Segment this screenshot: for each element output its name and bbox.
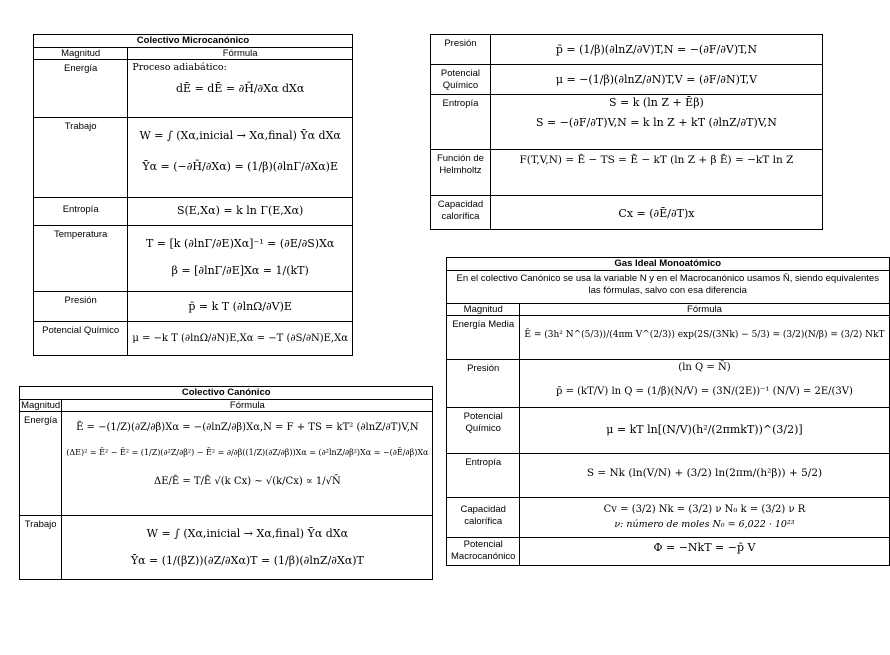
micro-row-presion-formula bbox=[128, 292, 353, 322]
formula-line: T = [k (∂lnΓ/∂E)Xα]⁻¹ = (∂E/∂S)Xα bbox=[145, 237, 335, 250]
micro-row-temperatura-formula bbox=[128, 226, 353, 292]
formula-line: S = k (ln Z + Ēβ) bbox=[609, 96, 704, 109]
micro-row-energia-formula bbox=[128, 60, 353, 118]
formula-line: dĒ = dĒ = ∂H̄/∂Xα dXα bbox=[176, 82, 305, 95]
canon-title: Colectivo Canónico bbox=[20, 387, 433, 400]
formula-line: μ = −(1/β)(∂lnZ/∂N)T,V = (∂F/∂N)T,V bbox=[555, 73, 758, 86]
micro-col-formula: Fórmula bbox=[128, 48, 353, 60]
canon-row-trabajo-label: Trabajo bbox=[20, 516, 62, 580]
canon-col-magnitud: Magnitud bbox=[21, 400, 61, 411]
formula-line: p̄ = (kT/V) ln Q = (1/β)(N/V) = (3N/(2E))⁻¹ (N/V) = 2E/(3V) bbox=[556, 386, 853, 397]
formula-line: (ln Q = N̄) bbox=[678, 362, 731, 373]
micro-row-entropia-label: Entropía bbox=[34, 198, 128, 226]
micro-row-potencial-formula bbox=[128, 322, 353, 356]
micro-title: Colectivo Microcanónico bbox=[34, 35, 353, 48]
formula-line: Ē = (3h² N^(5/3))/(4πm V^(2/3)) exp(2S/(3Nk) − 5/3) = (3/2)(N/β) = (3/2) NkT bbox=[524, 330, 885, 340]
formula-line: Φ = −NkT = −p̄ V bbox=[653, 541, 756, 554]
micro-row-potencial-label: Potencial Químico bbox=[34, 322, 128, 356]
formula-line: ν: número de moles N₀ = 6,022 · 10²³ bbox=[614, 519, 795, 530]
canon-row-potencial-label: Potencial Químico bbox=[431, 65, 491, 95]
formula-line: W = ∫ (Xα,inicial → Xα,final) Ȳα dXα bbox=[139, 129, 341, 142]
formula-line: p̄ = k T (∂lnΩ/∂V)E bbox=[188, 300, 292, 313]
canon-table bbox=[19, 386, 433, 580]
gas-table bbox=[446, 257, 890, 566]
formula-line: Ȳα = (−∂H̄/∂Xα) = (1/β)(∂lnΓ/∂Xα)E bbox=[142, 160, 338, 173]
micro-row-temperatura-label: Temperatura bbox=[34, 226, 128, 292]
canon-row-capacidad-label: Capacidad calorífica bbox=[431, 196, 491, 230]
gas-title: Gas Ideal Monoatómico bbox=[447, 258, 890, 271]
canon-col-formula: Fórmula bbox=[62, 400, 433, 412]
formula-line: Ē = −(1/Z)(∂Z/∂β)Xα = −(∂lnZ/∂β)Xα,N = F + TS = kT² (∂lnZ/∂T)V,N bbox=[76, 422, 419, 433]
canon-row-entropia-formula bbox=[490, 95, 822, 150]
canon-row-entropia-label: Entropía bbox=[431, 95, 491, 150]
canon-row-energia-label: Energía bbox=[20, 412, 62, 516]
canon-row-trabajo-formula bbox=[62, 516, 433, 580]
gas-row-potencial-formula bbox=[520, 408, 889, 454]
canon-row-presion-formula bbox=[490, 35, 822, 65]
gas-row-presion-formula bbox=[520, 360, 889, 408]
micro-col-magnitud: Magnitud bbox=[34, 48, 128, 60]
canon-right-table bbox=[430, 34, 823, 230]
canon-row-potencial-formula bbox=[490, 65, 822, 95]
formula-line: S(E,Xα) = k ln Γ(E,Xα) bbox=[176, 204, 304, 217]
formula-line: ΔE/Ē = T/Ē √(k Cx) ∼ √(k/Cx) ∝ 1/√N̄ bbox=[153, 476, 341, 487]
canon-row-presion-label: Presión bbox=[431, 35, 491, 65]
micro-table bbox=[33, 34, 353, 356]
canon-row-capacidad-formula bbox=[490, 196, 822, 230]
micro-row-energia-label: Energía bbox=[34, 60, 128, 118]
formula-line: μ = −k T (∂lnΩ/∂N)E,Xα = −T (∂S/∂N)E,Xα bbox=[132, 333, 348, 344]
formula-line: W = ∫ (Xα,inicial → Xα,final) Ȳα dXα bbox=[146, 527, 349, 540]
formula-line: F(T,V,N) = Ē − TS = Ē − kT (ln Z + β Ē) = −kT ln Z bbox=[519, 154, 794, 166]
gas-row-energia-formula bbox=[520, 316, 889, 360]
formula-line: p̄ = (1/β)(∂lnZ/∂V)T,N = −(∂F/∂V)T,N bbox=[555, 43, 757, 56]
gas-row-potencial-label: Potencial Químico bbox=[447, 408, 520, 454]
formula-line: Cx = (∂Ē/∂T)x bbox=[618, 207, 695, 220]
formula-line: S = Nk (ln(V/N) + (3/2) ln(2πm/(h²β)) + 5/2) bbox=[586, 467, 823, 479]
formula-line: Ȳα = (1/(βZ))(∂Z/∂Xα)T = (1/β)(∂lnZ/∂Xα)T bbox=[130, 554, 364, 567]
gas-row-energia-label: Energía Media bbox=[447, 316, 520, 360]
canon-row-helmholtz-formula bbox=[490, 150, 822, 196]
formula-line: (ΔE)² = Ē² − Ē² = (1/Z)(∂²Z/∂β²) − Ē² = ∂/∂β((1/Z)(∂Z/∂β))Xα = (∂²lnZ/∂β²)Xα = −(∂Ē/∂β)Xα bbox=[66, 448, 429, 457]
formula-line: Cv = (3/2) Nk = (3/2) ν N₀ k = (3/2) ν R bbox=[603, 504, 806, 515]
formula-line: μ = kT ln[(N/V)(h²/(2πmkT))^(3/2)] bbox=[606, 423, 803, 436]
gas-row-entropia-formula bbox=[520, 454, 889, 498]
canon-row-helmholtz-label: Función de Helmholtz bbox=[431, 150, 491, 196]
gas-row-presion-label: Presión bbox=[447, 360, 520, 408]
micro-row-trabajo-label: Trabajo bbox=[34, 118, 128, 198]
gas-row-macro-formula bbox=[520, 538, 889, 566]
gas-row-entropia-label: Entropía bbox=[447, 454, 520, 498]
gas-row-macro-label: Potencial Macrocanónico bbox=[447, 538, 520, 566]
formula-line: Proceso adiabático: bbox=[132, 62, 227, 73]
micro-row-entropia-formula bbox=[128, 198, 353, 226]
gas-row-capacidad-label: Capacidad calorífica bbox=[447, 498, 520, 538]
gas-col-magnitud: Magnitud bbox=[447, 304, 520, 316]
formula-line: β = [∂lnΓ/∂E]Xα = 1/(kT) bbox=[171, 264, 309, 277]
gas-note: En el colectivo Canónico se usa la variable N y en el Macrocanónico usamos N̄, siendo equivalentes las fórmulas, salvo con esa diferencia bbox=[447, 271, 890, 304]
formula-line: S = −(∂F/∂T)V,N = k ln Z + kT (∂lnZ/∂T)V,N bbox=[535, 116, 777, 129]
canon-row-energia-formula bbox=[62, 412, 433, 516]
micro-row-trabajo-formula bbox=[128, 118, 353, 198]
gas-col-formula: Fórmula bbox=[520, 304, 889, 316]
micro-row-presion-label: Presión bbox=[34, 292, 128, 322]
gas-row-capacidad-formula bbox=[520, 498, 889, 538]
